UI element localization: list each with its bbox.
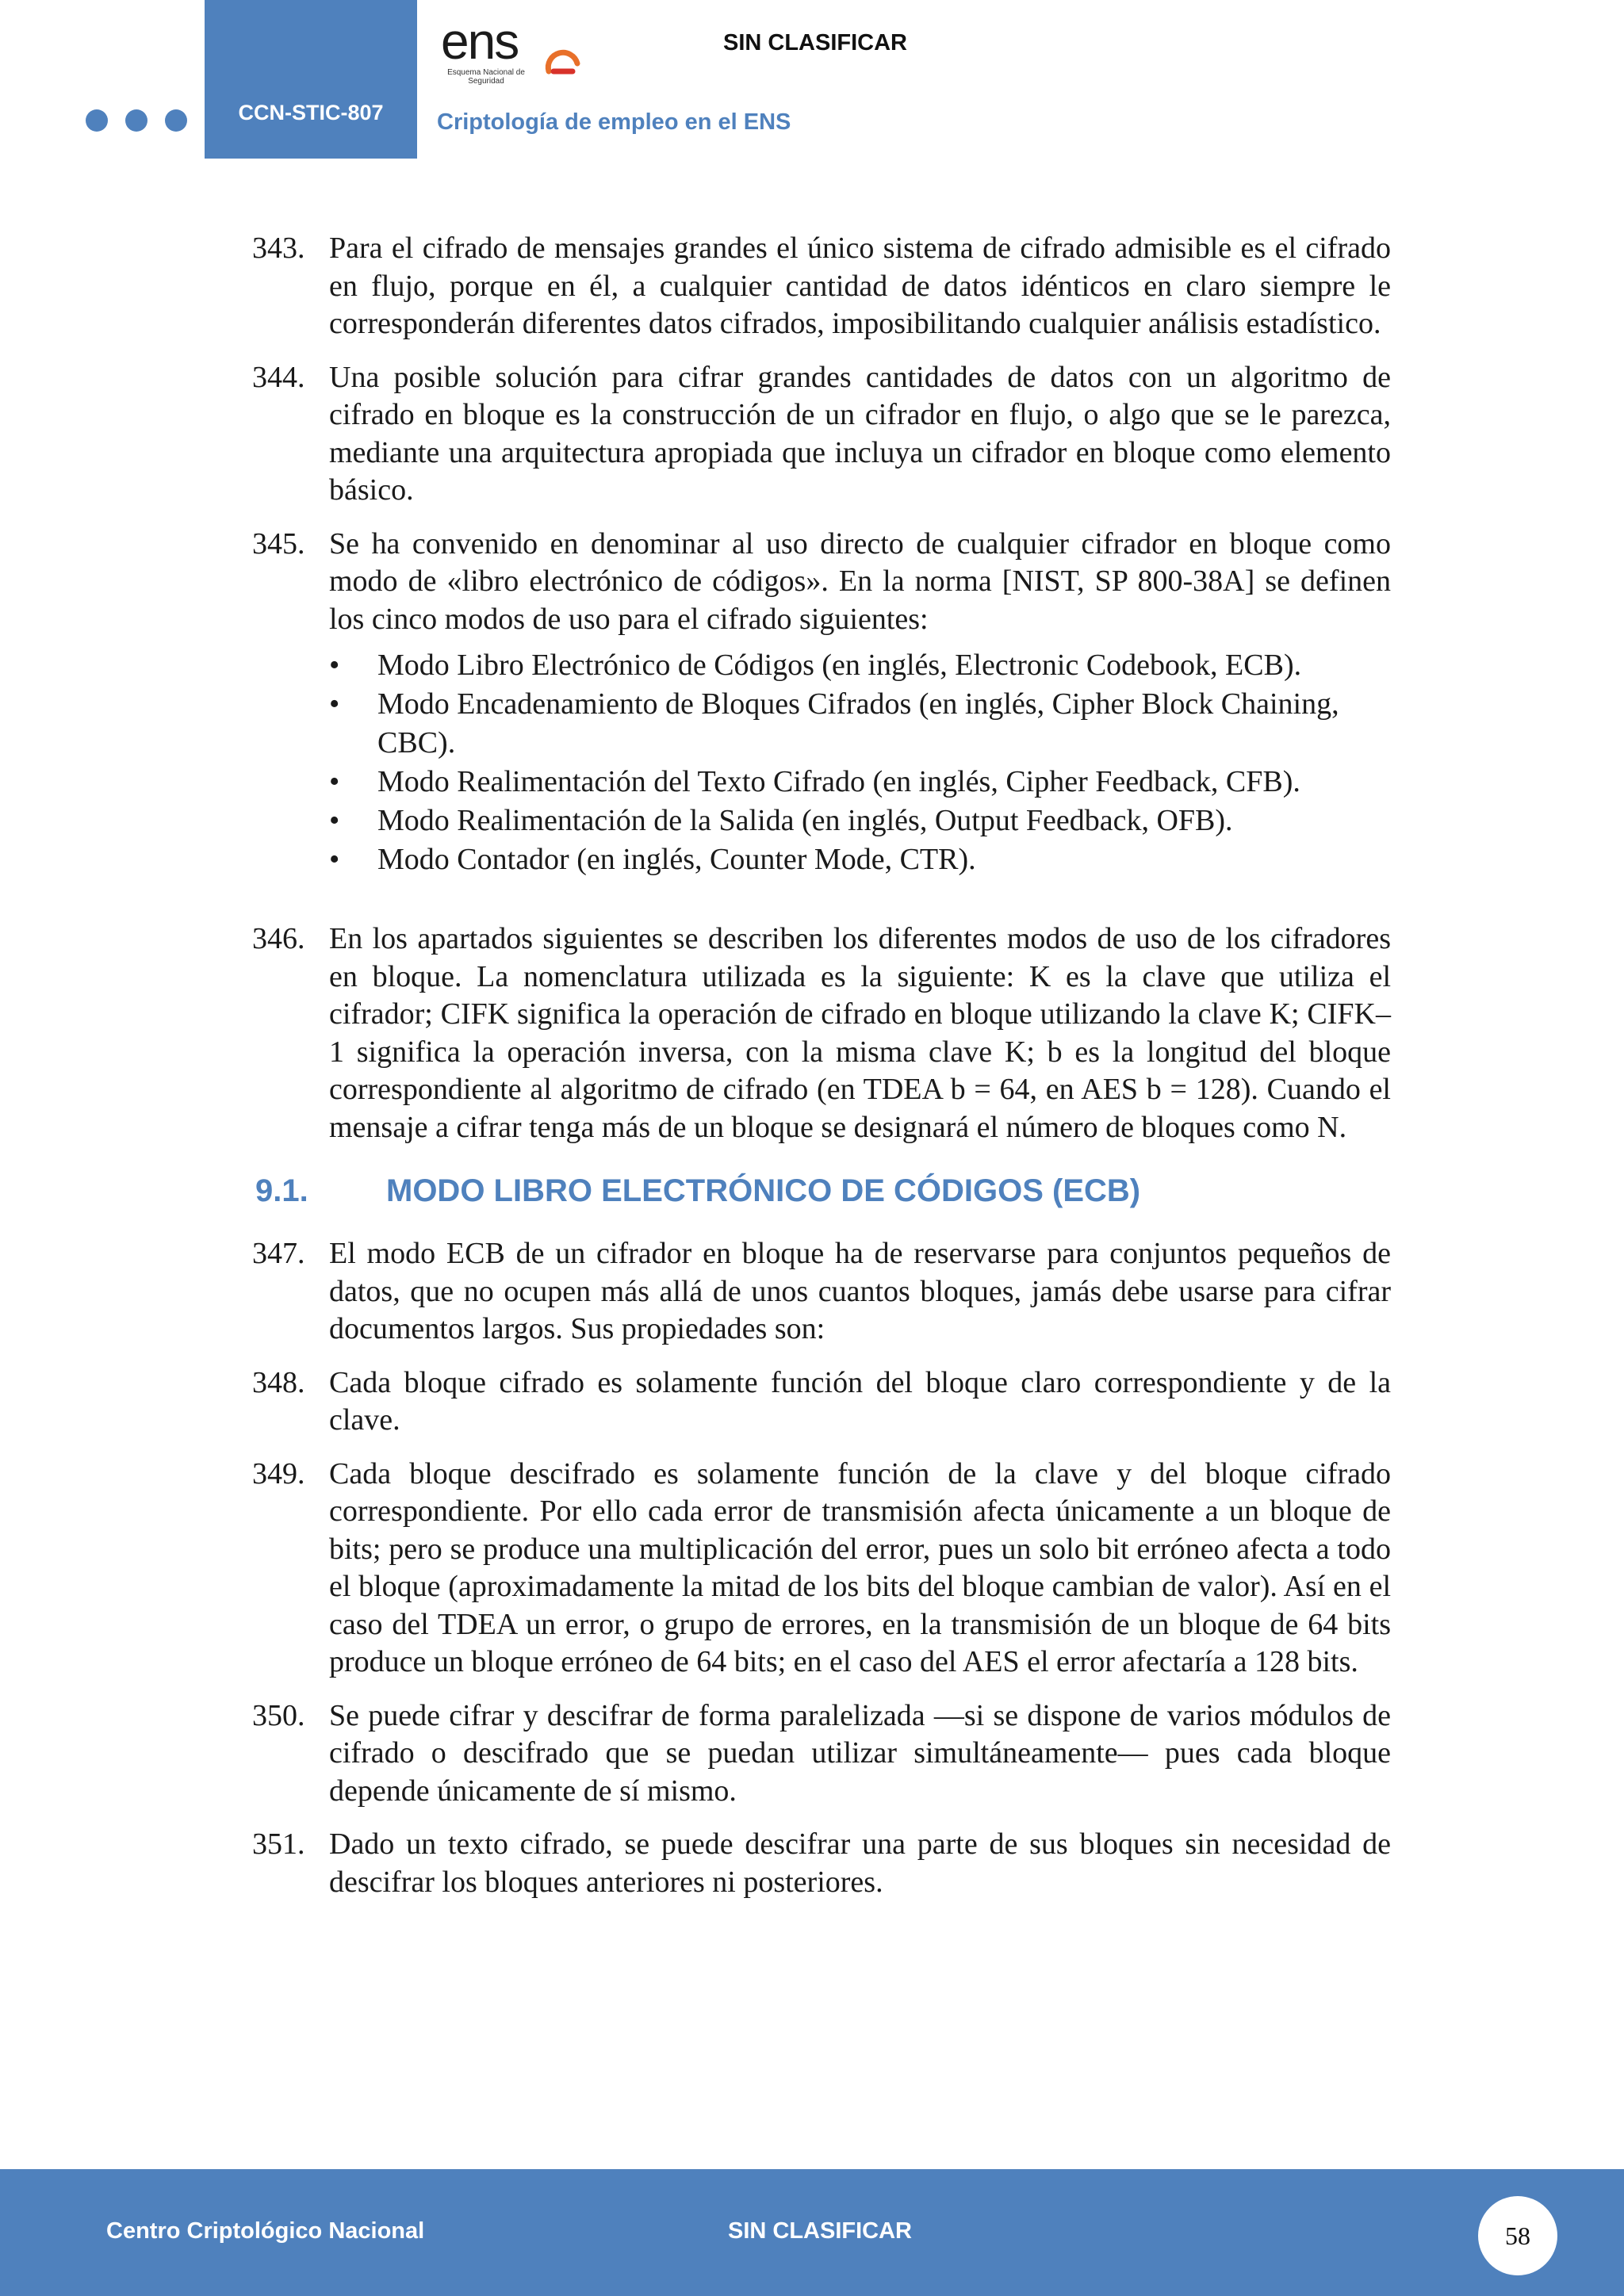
- bullet-icon: •: [329, 687, 340, 721]
- page-footer: [0, 2169, 1624, 2296]
- paragraph-347: [252, 1235, 1391, 1349]
- paragraph-344: [252, 359, 1391, 510]
- paragraph-text: Dado un texto cifrado, se puede descifrar una parte de sus bloques sin necesidad de descifrar los bloques anteriores ni posteriores.: [329, 1827, 1391, 1899]
- header-doc-title: Criptología de empleo en el ENS: [437, 109, 791, 135]
- paragraph-text: Cada bloque cifrado es solamente función del bloque claro correspondiente y de la clave.: [329, 1365, 1391, 1437]
- doc-code: CCN-STIC-807: [238, 101, 384, 124]
- paragraph-350: [252, 1697, 1391, 1811]
- paragraph-number: 348.: [252, 1365, 305, 1399]
- paragraph-348: [252, 1364, 1391, 1440]
- logo-word: ens: [441, 13, 519, 70]
- header-classification: SIN CLASIFICAR: [723, 30, 907, 55]
- list-item-text: Modo Realimentación del Texto Cifrado (en inglés, Cipher Feedback, CFB).: [377, 765, 1300, 798]
- paragraph-349: [252, 1456, 1391, 1682]
- list-item-text: Modo Contador (en inglés, Counter Mode, CTR).: [377, 843, 976, 876]
- page-number: 58: [1478, 2196, 1557, 2275]
- list-item: [329, 840, 1391, 879]
- paragraph-number: 344.: [252, 360, 305, 394]
- paragraph-text: Se puede cifrar y descifrar de forma paralelizada —si se dispone de varios módulos de cifrado o descifrado que se puedan utilizar simultáneamente— pues cada bloque depende únicamente de sí mismo.: [329, 1698, 1391, 1808]
- section-heading: [252, 1169, 1391, 1213]
- footer-organization: Centro Criptológico Nacional: [106, 2218, 425, 2244]
- dot-2: [125, 109, 147, 132]
- list-item-text: Modo Encadenamiento de Bloques Cifrados (en inglés, Cipher Block Chaining, CBC).: [377, 687, 1339, 760]
- paragraph-343: [252, 230, 1391, 343]
- paragraph-number: 351.: [252, 1827, 305, 1861]
- modes-list: [329, 646, 1391, 879]
- section-title: MODO LIBRO ELECTRÓNICO DE CÓDIGOS (ECB): [386, 1173, 1141, 1208]
- paragraph-text: En los apartados siguientes se describen los diferentes modos de uso de los cifradores en bloque. La nomenclatura utilizada es la siguiente: K es la clave que utiliza el cifrador; CIFK significa la operación de cifrado en bloque utilizando la clave K; CIFK–1 significa la operación inversa, con la misma clave K; b es la longitud del bloque correspondiente al algoritmo de cifrado (en TDEA b = 64, en AES b = 128). Cuando el mensaje a cifrar tenga más de un bloque se designará el número de bloques como N.: [329, 922, 1391, 1144]
- logo-subtitle: Esquema Nacional de Seguridad: [447, 68, 525, 86]
- bullet-icon: •: [329, 649, 340, 682]
- paragraph-346: [252, 920, 1391, 1146]
- list-item: [329, 802, 1391, 840]
- paragraph-number: 349.: [252, 1456, 305, 1490]
- list-item: [329, 763, 1391, 802]
- paragraph-351: [252, 1826, 1391, 1901]
- dot-1: [86, 109, 108, 132]
- logo-mark-icon: [541, 40, 585, 84]
- decorative-dots: [86, 109, 187, 132]
- paragraph-text: Para el cifrado de mensajes grandes el único sistema de cifrado admisible es el cifrado en flujo, porque en él, a cualquier cantidad de datos idénticos en claro siempre le corresponderán diferentes datos cifrados, imposibilitando cualquier análisis estadístico.: [329, 232, 1391, 340]
- paragraph-number: 343.: [252, 232, 305, 265]
- paragraph-text: Cada bloque descifrado es solamente función de la clave y del bloque cifrado correspondiente. Por ello cada error de transmisión afecta únicamente a un bloque de bits; pero se produce una multiplicación del error, pues un solo bit erróneo afecta a todo el bloque (aproximadamente la mitad de los bits del bloque cambian de valor). Así en el caso del TDEA un error, o grupo de errores, en la transmisión de un bloque de 64 bits produce un bloque erróneo de 64 bits; en el caso del AES el error afectaría a 128 bits.: [329, 1456, 1391, 1678]
- dot-3: [165, 109, 187, 132]
- doc-code-block: [205, 0, 417, 159]
- section-number: 9.1.: [255, 1173, 308, 1208]
- page-content: [252, 230, 1391, 1917]
- paragraph-number: 345.: [252, 526, 305, 561]
- paragraph-345: [252, 526, 1391, 639]
- footer-classification: SIN CLASIFICAR: [728, 2218, 912, 2244]
- paragraph-number: 350.: [252, 1698, 305, 1732]
- paragraph-number: 346.: [252, 922, 305, 955]
- paragraph-number: 347.: [252, 1237, 305, 1270]
- list-item-text: Modo Libro Electrónico de Códigos (en inglés, Electronic Codebook, ECB).: [377, 649, 1302, 682]
- list-item-text: Modo Realimentación de la Salida (en inglés, Output Feedback, OFB).: [377, 804, 1233, 837]
- bullet-icon: •: [329, 843, 340, 876]
- list-item: [329, 646, 1391, 685]
- bullet-icon: •: [329, 765, 340, 798]
- paragraph-text: Se ha convenido en denominar al uso directo de cualquier cifrador en bloque como modo de «libro electrónico de códigos». En la norma [NIST, SP 800-38A] se definen los cinco modos de uso para el cifrado siguientes:: [329, 526, 1391, 636]
- paragraph-text: El modo ECB de un cifrador en bloque ha de reservarse para conjuntos pequeños de datos, que no ocupen más allá de unos cuantos bloques, jamás debe usarse para cifrar documentos largos. Sus propiedades son:: [329, 1237, 1391, 1345]
- paragraph-text: Una posible solución para cifrar grandes cantidades de datos con un algoritmo de cifrado en bloque es la construcción de un cifrador en flujo, o algo que se le parezca, mediante una arquitectura apropiada que incluya un cifrador en bloque como elemento básico.: [329, 360, 1391, 507]
- bullet-icon: •: [329, 804, 340, 837]
- list-item: [329, 685, 1391, 763]
- ens-logo: [441, 13, 599, 90]
